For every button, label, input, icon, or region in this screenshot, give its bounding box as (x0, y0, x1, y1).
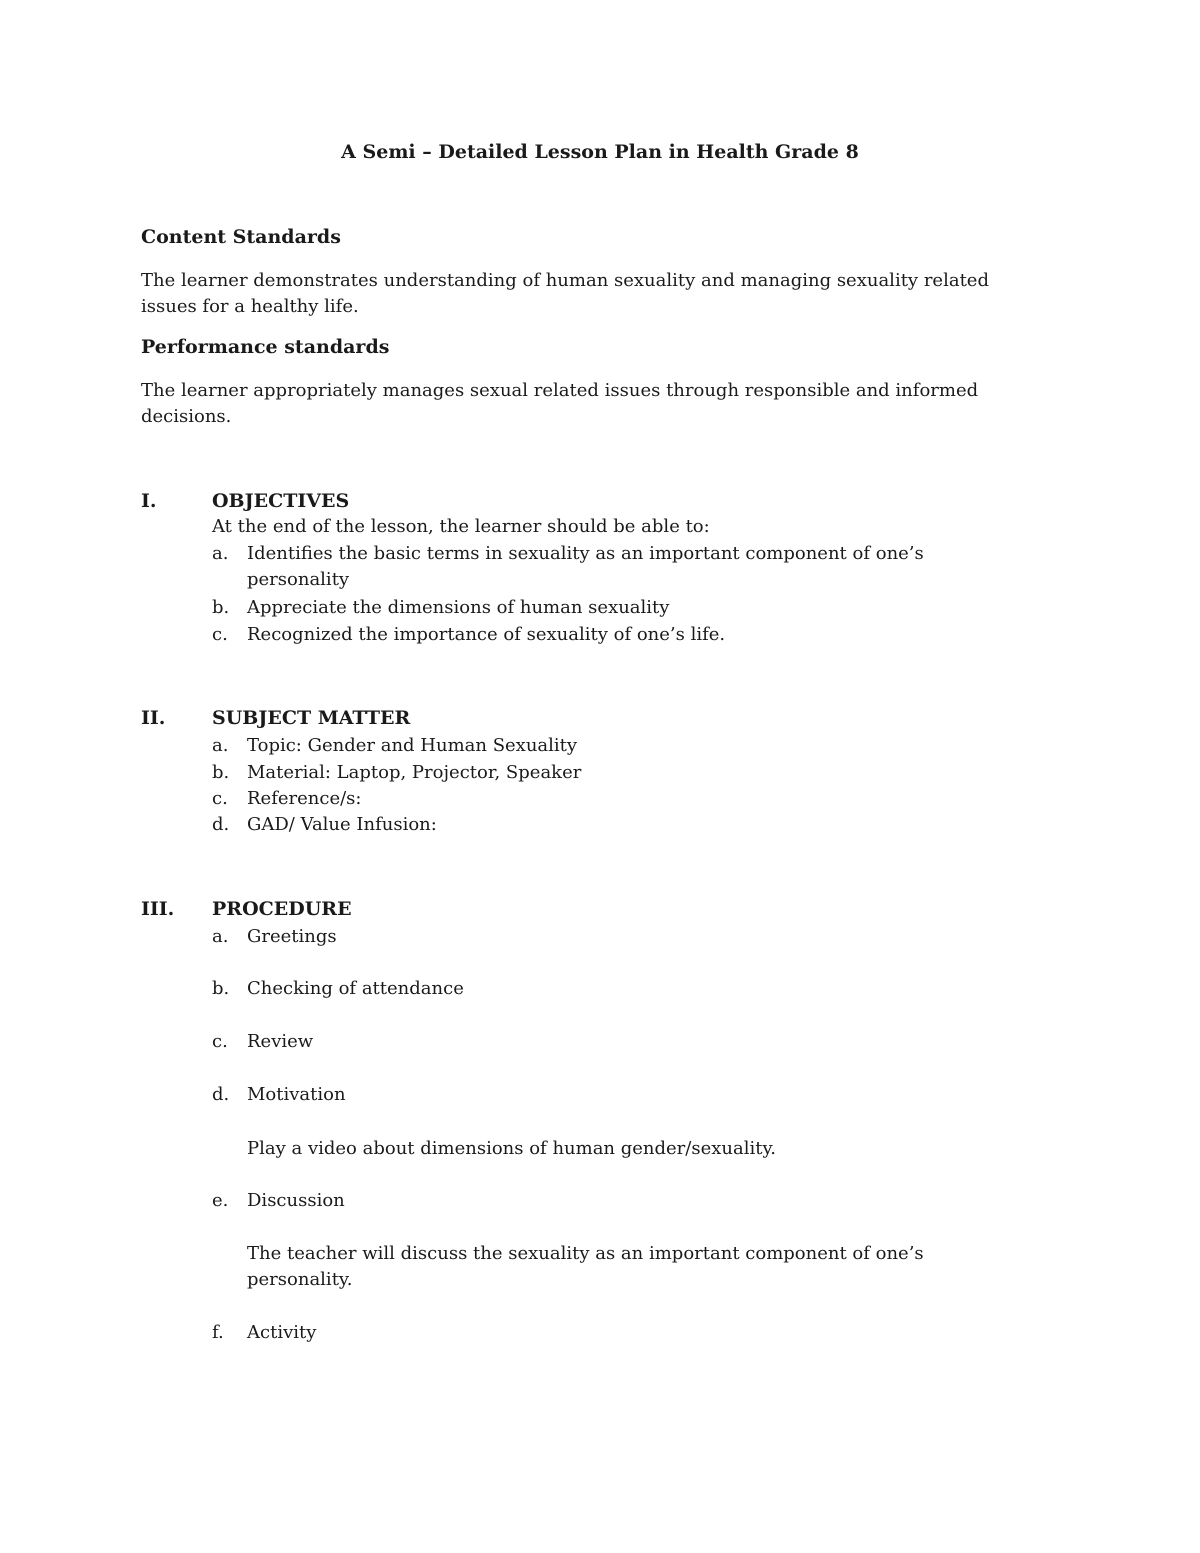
list-item-text: Checking of attendance (247, 978, 464, 999)
procedure-item (212, 1320, 972, 1346)
list-letter: c. (212, 624, 228, 645)
objective-item (212, 541, 972, 593)
list-item-text: Recognized the importance of sexuality of one’s life. (247, 624, 726, 645)
list-item-text: Greetings (247, 926, 337, 947)
subject-matter-item (212, 786, 972, 812)
list-item-text: Topic: Gender and Human Sexuality (247, 735, 578, 756)
list-item-text: Discussion (247, 1190, 345, 1211)
objectives-intro: At the end of the lesson, the learner should be able to: (212, 516, 710, 537)
content-standards-text: The learner demonstrates understanding of human sexuality and managing sexuality related issues for a healthy life. (141, 270, 989, 317)
performance-standards-text: The learner appropriately manages sexual related issues through responsible and informed decisions. (141, 380, 979, 427)
objective-item (212, 595, 972, 621)
list-item-text: Motivation (247, 1084, 346, 1105)
subject-matter-item (212, 733, 972, 759)
procedure-item (212, 1188, 972, 1214)
list-letter: b. (212, 978, 230, 999)
subject-matter-title: SUBJECT MATTER (212, 707, 411, 729)
document-title: A Semi – Detailed Lesson Plan in Health Grade 8 (341, 141, 859, 163)
subject-matter-number: II. (141, 707, 166, 729)
list-letter: a. (212, 926, 229, 947)
procedure-item (212, 976, 972, 1002)
list-letter: f. (212, 1322, 224, 1343)
objectives-title: OBJECTIVES (212, 490, 350, 512)
objectives-number: I. (141, 490, 157, 512)
procedure-number: III. (141, 898, 175, 920)
list-item-text: Review (247, 1031, 314, 1052)
list-letter: d. (212, 1084, 230, 1105)
objective-item (212, 622, 972, 648)
list-letter: b. (212, 597, 230, 618)
performance-standards-heading: Performance standards (141, 336, 390, 358)
subject-matter-item (212, 812, 972, 838)
list-letter: d. (212, 814, 230, 835)
list-item-text: Material: Laptop, Projector, Speaker (247, 762, 582, 783)
procedure-item (212, 1082, 972, 1108)
list-letter: c. (212, 788, 228, 809)
list-letter: b. (212, 762, 230, 783)
procedure-item (212, 1029, 972, 1055)
list-item-text: Activity (247, 1322, 317, 1343)
procedure-item-detail: The teacher will discuss the sexuality as an important component of one’s personality. (247, 1243, 924, 1290)
subject-matter-item (212, 760, 972, 786)
list-item-text: Reference/s: (247, 788, 362, 809)
list-item-text: Appreciate the dimensions of human sexuality (247, 597, 670, 618)
list-letter: e. (212, 1190, 229, 1211)
procedure-item-detail: Play a video about dimensions of human gender/sexuality. (247, 1138, 776, 1159)
procedure-title: PROCEDURE (212, 898, 352, 920)
content-standards-heading: Content Standards (141, 226, 341, 248)
list-item-text: Identifies the basic terms in sexuality as an important component of one’s personality (247, 543, 924, 590)
list-letter: a. (212, 735, 229, 756)
list-item-text: GAD/ Value Infusion: (247, 814, 437, 835)
list-letter: c. (212, 1031, 228, 1052)
list-letter: a. (212, 543, 229, 564)
procedure-item (212, 924, 972, 950)
